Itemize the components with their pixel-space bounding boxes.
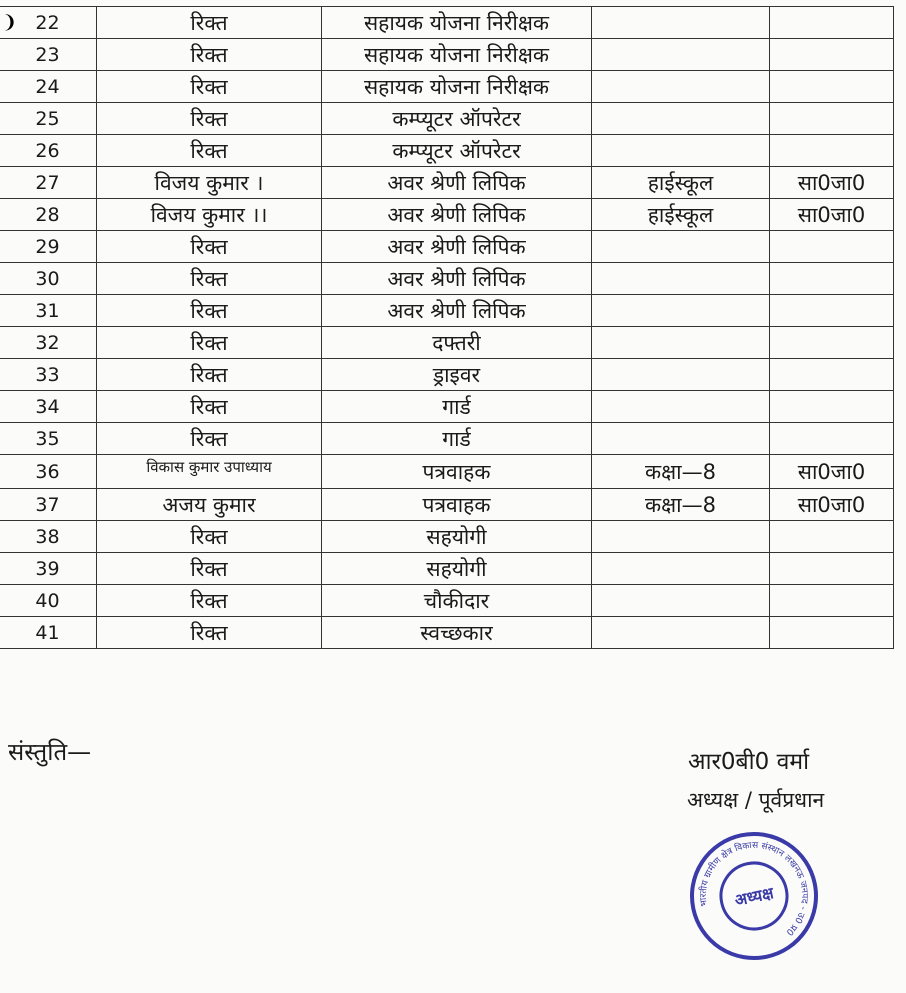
table-row xyxy=(0,423,894,455)
serial-number-cell: 23 xyxy=(0,39,97,71)
qualification-cell xyxy=(592,391,770,423)
table-row xyxy=(0,135,894,167)
qualification-cell xyxy=(592,231,770,263)
employee-name-cell: रिक्त xyxy=(97,295,322,327)
category-cell xyxy=(770,71,894,103)
serial-number-cell: 27 xyxy=(0,167,97,199)
table-row xyxy=(0,167,894,199)
serial-number-cell: 39 xyxy=(0,553,97,585)
table-row xyxy=(0,489,894,521)
seal-center-text: अध्यक्ष xyxy=(733,883,776,910)
category-cell xyxy=(770,263,894,295)
category-cell xyxy=(770,327,894,359)
staff-table-body xyxy=(0,7,894,649)
serial-number-cell: 26 xyxy=(0,135,97,167)
table-row xyxy=(0,103,894,135)
table-row xyxy=(0,521,894,553)
post-name-cell: अवर श्रेणी लिपिक xyxy=(322,295,592,327)
qualification-cell xyxy=(592,263,770,295)
post-name-cell: अवर श्रेणी लिपिक xyxy=(322,167,592,199)
table-row xyxy=(0,553,894,585)
category-cell xyxy=(770,521,894,553)
category-cell xyxy=(770,391,894,423)
employee-name-cell: रिक्त xyxy=(97,7,322,39)
serial-number-cell: 34 xyxy=(0,391,97,423)
category-cell: सा0जा0 xyxy=(770,489,894,521)
category-cell: सा0जा0 xyxy=(770,199,894,231)
serial-number-cell: 28 xyxy=(0,199,97,231)
margin-mark: ❩ xyxy=(2,12,18,33)
post-name-cell: गार्ड xyxy=(322,391,592,423)
category-cell xyxy=(770,103,894,135)
qualification-cell: कक्षा—8 xyxy=(592,489,770,521)
serial-number-cell: 40 xyxy=(0,585,97,617)
signatory-title: अध्यक्ष / पूर्वप्रधान xyxy=(687,788,825,812)
employee-name-cell: रिक्त xyxy=(97,135,322,167)
serial-number-cell: 30 xyxy=(0,263,97,295)
table-row xyxy=(0,263,894,295)
employee-name-cell: विजय कुमार ।। xyxy=(97,199,322,231)
table-row xyxy=(0,295,894,327)
employee-name-cell: रिक्त xyxy=(97,617,322,649)
table-row xyxy=(0,391,894,423)
serial-number-cell: 29 xyxy=(0,231,97,263)
employee-name-cell: विकास कुमार उपाध्याय xyxy=(97,455,322,489)
post-name-cell: कम्प्यूटर ऑपरेटर xyxy=(322,103,592,135)
post-name-cell: कम्प्यूटर ऑपरेटर xyxy=(322,135,592,167)
post-name-cell: पत्रवाहक xyxy=(322,489,592,521)
seal-ring-text: भारतीय ग्रामीण क्षेत्र विकास संस्थान लखनऊ जनपद - उ0 प्र0 xyxy=(698,840,810,937)
employee-name-cell: रिक्त xyxy=(97,423,322,455)
category-cell xyxy=(770,423,894,455)
employee-name-cell: रिक्त xyxy=(97,103,322,135)
post-name-cell: दफ्तरी xyxy=(322,327,592,359)
post-name-cell: पत्रवाहक xyxy=(322,455,592,489)
category-cell: सा0जा0 xyxy=(770,455,894,489)
qualification-cell xyxy=(592,327,770,359)
post-name-cell: अवर श्रेणी लिपिक xyxy=(322,199,592,231)
qualification-cell xyxy=(592,521,770,553)
serial-number-cell: 31 xyxy=(0,295,97,327)
table-row xyxy=(0,7,894,39)
table-row xyxy=(0,231,894,263)
employee-name-cell: अजय कुमार xyxy=(97,489,322,521)
qualification-cell: कक्षा—8 xyxy=(592,455,770,489)
serial-number-cell: 22 xyxy=(0,7,97,39)
table-row xyxy=(0,199,894,231)
post-name-cell: सहयोगी xyxy=(322,553,592,585)
official-seal xyxy=(684,826,824,966)
serial-number-cell: 35 xyxy=(0,423,97,455)
qualification-cell xyxy=(592,39,770,71)
qualification-cell xyxy=(592,585,770,617)
employee-name-cell: रिक्त xyxy=(97,71,322,103)
qualification-cell xyxy=(592,553,770,585)
post-name-cell: सहायक योजना निरीक्षक xyxy=(322,39,592,71)
employee-name-cell: रिक्त xyxy=(97,391,322,423)
qualification-cell xyxy=(592,423,770,455)
category-cell xyxy=(770,39,894,71)
signatory-name: आर0बी0 वर्मा xyxy=(688,749,810,775)
employee-name-cell: रिक्त xyxy=(97,553,322,585)
employee-name-cell: रिक्त xyxy=(97,263,322,295)
employee-name-cell: रिक्त xyxy=(97,39,322,71)
category-cell xyxy=(770,7,894,39)
table-row xyxy=(0,617,894,649)
category-cell xyxy=(770,295,894,327)
serial-number-cell: 41 xyxy=(0,617,97,649)
serial-number-cell: 33 xyxy=(0,359,97,391)
employee-name-cell: रिक्त xyxy=(97,585,322,617)
employee-name-cell: रिक्त xyxy=(97,521,322,553)
employee-name-cell: रिक्त xyxy=(97,327,322,359)
serial-number-cell: 24 xyxy=(0,71,97,103)
serial-number-cell: 32 xyxy=(0,327,97,359)
post-name-cell: स्वच्छकार xyxy=(322,617,592,649)
category-cell: सा0जा0 xyxy=(770,167,894,199)
post-name-cell: सहायक योजना निरीक्षक xyxy=(322,7,592,39)
post-name-cell: ड्राइवर xyxy=(322,359,592,391)
table-row xyxy=(0,585,894,617)
serial-number-cell: 38 xyxy=(0,521,97,553)
category-cell xyxy=(770,553,894,585)
table-row xyxy=(0,455,894,489)
qualification-cell xyxy=(592,103,770,135)
category-cell xyxy=(770,231,894,263)
qualification-cell xyxy=(592,135,770,167)
table-row xyxy=(0,327,894,359)
employee-name-cell: रिक्त xyxy=(97,359,322,391)
serial-number-cell: 25 xyxy=(0,103,97,135)
category-cell xyxy=(770,135,894,167)
qualification-cell xyxy=(592,617,770,649)
post-name-cell: सहायक योजना निरीक्षक xyxy=(322,71,592,103)
qualification-cell: हाईस्कूल xyxy=(592,199,770,231)
post-name-cell: गार्ड xyxy=(322,423,592,455)
post-name-cell: सहयोगी xyxy=(322,521,592,553)
table-row xyxy=(0,359,894,391)
staff-table xyxy=(0,6,894,649)
employee-name-cell: रिक्त xyxy=(97,231,322,263)
post-name-cell: चौकीदार xyxy=(322,585,592,617)
recommendation-label: संस्तुति— xyxy=(8,738,92,766)
category-cell xyxy=(770,617,894,649)
category-cell xyxy=(770,585,894,617)
employee-name-cell: विजय कुमार । xyxy=(97,167,322,199)
qualification-cell: हाईस्कूल xyxy=(592,167,770,199)
post-name-cell: अवर श्रेणी लिपिक xyxy=(322,231,592,263)
post-name-cell: अवर श्रेणी लिपिक xyxy=(322,263,592,295)
qualification-cell xyxy=(592,71,770,103)
serial-number-cell: 36 xyxy=(0,455,97,489)
category-cell xyxy=(770,359,894,391)
qualification-cell xyxy=(592,7,770,39)
qualification-cell xyxy=(592,295,770,327)
table-row xyxy=(0,39,894,71)
serial-number-cell: 37 xyxy=(0,489,97,521)
qualification-cell xyxy=(592,359,770,391)
table-row xyxy=(0,71,894,103)
